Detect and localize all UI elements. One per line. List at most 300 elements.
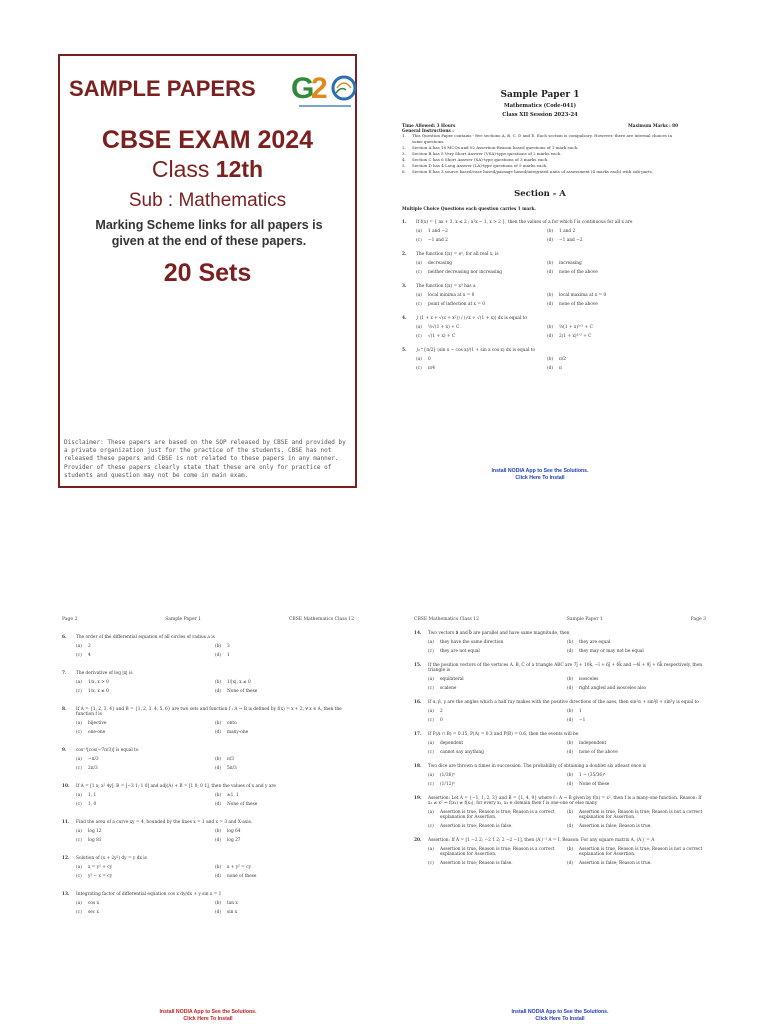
promo-line-1: Install NODIA App to See the Solutions. xyxy=(491,468,589,474)
option-key: (c) xyxy=(428,750,434,755)
answer-options xyxy=(428,677,706,691)
cover-sets: 20 Sets xyxy=(163,259,252,287)
question-stem xyxy=(62,856,354,861)
question-item xyxy=(62,635,354,658)
answer-option xyxy=(215,838,354,843)
answer-option xyxy=(76,829,215,834)
option-text: local minima at x = 0 xyxy=(428,293,475,298)
option-key: (c) xyxy=(428,861,434,866)
question-stem xyxy=(414,663,706,673)
question-text: Two vectors a⃗ and b⃗ are parallel and have same magnitude, then xyxy=(428,631,570,636)
question-number: 18. xyxy=(414,764,422,769)
option-text: 0 xyxy=(428,357,431,362)
svg-text:2: 2 xyxy=(311,72,328,105)
option-text: ⅔(1 + x)³ᐟ² + C xyxy=(559,325,593,330)
cover-subject: Sub : Mathematics xyxy=(128,190,287,211)
question-text: The order of the differential equation of all circles of radius a is xyxy=(76,635,215,640)
answer-option xyxy=(567,861,706,866)
question-number: 7. xyxy=(62,671,67,676)
question-text: ∫₀^{π/2} (sin x − cos x)/(1 + sin x cos x) dx is equal to xyxy=(416,348,536,353)
page-number: Page 2 xyxy=(62,617,78,622)
answer-option xyxy=(215,874,354,879)
option-key: (d) xyxy=(215,653,222,658)
option-text: none of the above xyxy=(559,270,598,275)
option-key: (a) xyxy=(428,709,434,714)
question-number: 12. xyxy=(62,856,70,861)
option-text: tan x xyxy=(227,901,238,906)
answer-option xyxy=(76,838,215,843)
option-key: (c) xyxy=(416,270,422,275)
answer-option xyxy=(428,640,567,645)
instruction-number: 1. xyxy=(402,133,406,138)
option-key: (a) xyxy=(76,829,82,834)
option-text: 1/x, x ≠ 0 xyxy=(88,689,109,694)
instruction-number: 6. xyxy=(402,169,406,174)
answer-option xyxy=(215,829,354,834)
option-key: (a) xyxy=(416,293,422,298)
answer-option xyxy=(547,334,678,339)
question-number: 16. xyxy=(414,700,422,705)
answer-options xyxy=(416,357,678,371)
option-key: (a) xyxy=(428,810,434,815)
question-text: Solution of (x + 2y²) dy = y dx is xyxy=(76,856,147,861)
svg-text:G: G xyxy=(291,72,315,105)
option-key: (a) xyxy=(416,357,422,362)
option-key: (b) xyxy=(215,793,222,798)
question-item xyxy=(402,348,678,371)
answer-options xyxy=(76,865,354,879)
option-key: (d) xyxy=(215,730,222,735)
question-number: 15. xyxy=(414,663,422,668)
answer-options xyxy=(76,793,354,807)
answer-options xyxy=(416,261,678,275)
answer-option xyxy=(428,677,567,682)
answer-option xyxy=(76,910,215,915)
answer-option xyxy=(76,766,215,771)
question-item xyxy=(414,663,706,691)
question-stem xyxy=(62,707,354,717)
question-stem xyxy=(414,796,706,806)
question-list xyxy=(414,631,706,866)
question-text: If the position vectors of the vertices A, B, C of a triangle ABC are 7ĵ + 10k̂, −î + 6ĵ + 6k̂ and −4î + 9ĵ + 6k̂ respectively, then triangle is xyxy=(428,663,703,673)
option-key: (c) xyxy=(428,718,434,723)
answer-option xyxy=(547,261,678,266)
option-key: (a) xyxy=(76,901,82,906)
question-item xyxy=(62,856,354,879)
option-key: (d) xyxy=(215,766,222,771)
option-text: equilateral xyxy=(440,677,464,682)
answer-option xyxy=(215,910,354,915)
answer-options xyxy=(428,640,706,654)
question-item xyxy=(62,671,354,694)
answer-option xyxy=(428,709,567,714)
option-key: (d) xyxy=(567,686,574,691)
option-key: (b) xyxy=(567,810,574,815)
option-text: increasing xyxy=(559,261,582,266)
answer-option xyxy=(567,640,706,645)
option-key: (a) xyxy=(416,325,422,330)
question-number: 6. xyxy=(62,635,67,640)
option-text: Assertion is true, Reason is true; Reason is not a correct explanation for Assertion. xyxy=(579,810,703,820)
option-text: none of the above xyxy=(579,750,618,755)
option-key: (d) xyxy=(567,782,574,787)
instruction-text: Section E has 3 source based/case based/passage based/integrated units of assessment (4 marks each) with sub-parts. xyxy=(412,169,654,174)
answer-options xyxy=(416,293,678,307)
option-key: (b) xyxy=(215,721,222,726)
option-text: 0 xyxy=(440,718,443,723)
answer-option xyxy=(76,721,215,726)
promo-line-2: Click Here To Install xyxy=(183,1015,233,1022)
sample-paper-page-3 xyxy=(414,617,706,1024)
question-number: 8. xyxy=(62,707,67,712)
option-key: (a) xyxy=(428,741,434,746)
section-a-heading: Section - A xyxy=(514,189,566,199)
instruction-text: This Question Paper contains - five sections A, B, C, D and E. Each section is compulsory. However, there are internal choices in some questions. xyxy=(412,133,673,144)
g20-logo-icon xyxy=(289,66,361,110)
cover-disclaimer: Disclaimer: These papers are based on the SQP released by CBSE and provided by a private organization just for the practice of the students. CBSE has not released these papers and CBSE is not related to these papers in any manner. Provider of these papers clearly state that these are only for practice of students and question may not be come in main exam. xyxy=(64,439,346,479)
answer-option xyxy=(416,229,547,234)
option-key: (b) xyxy=(567,741,574,746)
option-text: 3 xyxy=(227,644,230,649)
option-key: (b) xyxy=(215,901,222,906)
question-stem xyxy=(402,348,678,353)
cover-page xyxy=(58,54,357,488)
install-app-link[interactable] xyxy=(402,468,678,481)
option-key: (d) xyxy=(547,238,554,243)
question-stem xyxy=(62,635,354,640)
header-subject: CBSE Mathematics Class 12 xyxy=(414,617,480,622)
option-key: (a) xyxy=(76,865,82,870)
option-key: (a) xyxy=(416,229,422,234)
question-stem xyxy=(414,838,706,843)
answer-option xyxy=(76,874,215,879)
instructions-heading: General Instructions : xyxy=(402,128,454,133)
question-number: 3. xyxy=(402,284,407,289)
option-text: √(1 + x) + C xyxy=(428,334,456,339)
answer-option xyxy=(567,741,706,746)
option-key: (c) xyxy=(76,838,82,843)
question-list xyxy=(402,220,678,371)
question-stem xyxy=(62,820,354,825)
answer-option xyxy=(76,802,215,807)
running-header xyxy=(62,617,354,622)
option-text: 2 xyxy=(88,644,91,649)
answer-option xyxy=(416,261,547,266)
option-key: (c) xyxy=(416,302,422,307)
option-text: y² − x = cy xyxy=(88,874,113,879)
answer-option xyxy=(547,366,678,371)
answer-options xyxy=(76,757,354,771)
answer-option xyxy=(567,810,706,820)
option-text: dependent xyxy=(440,741,464,746)
instruction-number: 4. xyxy=(402,157,406,162)
question-item xyxy=(402,284,678,307)
answer-option xyxy=(567,750,706,755)
answer-option xyxy=(76,644,215,649)
option-key: (d) xyxy=(547,366,554,371)
option-text: (1/36)ⁿ xyxy=(440,773,455,778)
answer-option xyxy=(567,824,706,829)
option-text: many-one xyxy=(227,730,249,735)
question-text: Assertion: Let A = {−1, 1, 2, 3} and B = {1, 4, 9} where f : A → B given by f(x) = x², then f is a many-one function. Reason: If x₁ ≠ x² ⇒ f(x₁) ≠ f(x₂), for every x₁, x₂ ∈ domain then f is one-one or else many xyxy=(428,796,702,806)
question-stem xyxy=(402,252,678,257)
option-text: 1, 1 xyxy=(88,793,97,798)
question-text: If α, β, γ are the angles which a half ray makes with the positive directions of the axes, then sin²α + sin²β + sin²γ is equal to xyxy=(428,700,699,705)
option-text: π/4 xyxy=(428,366,436,371)
promo-line-2: Click Here To Install xyxy=(515,474,565,481)
option-key: (b) xyxy=(567,640,574,645)
option-text: π/2 xyxy=(559,357,567,362)
question-number: 17. xyxy=(414,732,422,737)
answer-option xyxy=(428,649,567,654)
question-text: ∫ (1 + x + √(x + x²)) / (√x + √(1 + x)) dx is equal to xyxy=(416,316,527,321)
cover-brand: SAMPLE PAPERS xyxy=(69,76,256,101)
option-key: (d) xyxy=(215,689,222,694)
option-text: Assertion is true, Reason is true; Reason is a correct explanation for Assertion. xyxy=(440,847,555,857)
option-text: 4 xyxy=(88,653,91,658)
option-text: 2(1 + x)³ᐟ² + C xyxy=(559,334,592,339)
option-text: Assertion is false; Reason is true. xyxy=(579,824,652,829)
option-text: ±1, 1 xyxy=(227,793,239,798)
option-key: (a) xyxy=(76,644,82,649)
cover-marking-note: Marking Scheme links for all papers is given at the end of these papers. xyxy=(95,218,323,248)
option-text: Assertion is true, Reason is true; Reason is not a correct explanation for Assertion. xyxy=(579,847,703,857)
question-stem xyxy=(62,748,354,753)
option-key: (b) xyxy=(215,757,222,762)
option-key: (b) xyxy=(215,680,222,685)
question-number: 11. xyxy=(62,820,70,825)
option-key: (d) xyxy=(567,718,574,723)
answer-option xyxy=(215,901,354,906)
option-text: −1 xyxy=(579,718,586,723)
cover-class-prefix: Class xyxy=(151,156,210,182)
option-text: none of the above xyxy=(559,302,598,307)
answer-option xyxy=(215,689,354,694)
option-text: cannot say anything xyxy=(440,750,484,755)
mcq-note: Multiple Choice Questions each question carries 1 mark. xyxy=(402,206,536,211)
answer-option xyxy=(428,847,567,857)
option-key: (b) xyxy=(215,865,222,870)
question-number: 10. xyxy=(62,784,70,789)
answer-options xyxy=(428,709,706,723)
question-item xyxy=(62,707,354,735)
question-item xyxy=(62,748,354,771)
option-key: (b) xyxy=(215,644,222,649)
header-subject: CBSE Mathematics Class 12 xyxy=(288,617,354,622)
answer-option xyxy=(547,325,678,330)
option-text: cos x xyxy=(88,901,99,906)
answer-options xyxy=(76,680,354,694)
answer-option xyxy=(215,793,354,798)
answer-options xyxy=(428,741,706,755)
option-text: they may or may not be equal xyxy=(579,649,644,654)
answer-options xyxy=(428,810,706,829)
question-text: Assertion: If A = [1 −2 2; −2 1 2; 2 −2 −1], then (A′)⁻¹ A = I. Reason: For any square matrix A, (A′)′ = A xyxy=(428,838,655,843)
question-text: If A = {1, 2, 3, 4} and B = {1, 2, 3, 4, 5, 6} are two sets and function f : A → B is defined by f(x) = x + 2, ∀ x ∈ A, then the function f is xyxy=(76,707,342,717)
question-text: If P(A ∩ B) = 0.15, P(A) = 0.3 and P(B) = 0.6, then the events will be xyxy=(428,732,579,737)
option-text: point of inflection at x = 0 xyxy=(428,302,486,307)
question-number: 19. xyxy=(414,796,422,801)
question-text: If A = [1 x; x² 4y], B = [−3 1; 1 0] and adj(A) + B = [1 0; 0 1], then the values of x and y are xyxy=(76,784,276,789)
question-text: The derivative of log |x| is xyxy=(76,671,133,676)
promo-line-1: Install NODIA App to See the Solutions. xyxy=(159,1009,257,1015)
option-text: log 81 xyxy=(88,838,102,843)
instruction-item xyxy=(402,133,678,145)
question-stem xyxy=(414,700,706,705)
install-app-link[interactable] xyxy=(62,1009,354,1022)
answer-option xyxy=(416,325,547,330)
question-item xyxy=(402,252,678,275)
answer-option xyxy=(76,653,215,658)
question-text: Integrating factor of differential equation cos x dy/dx + y sin x = 1 xyxy=(76,892,222,897)
question-stem xyxy=(414,732,706,737)
option-key: (b) xyxy=(567,677,574,682)
answer-options xyxy=(76,901,354,915)
option-text: Assertion is true, Reason is true; Reason is a correct explanation for Assertion. xyxy=(440,810,555,820)
question-stem xyxy=(62,671,354,676)
answer-option xyxy=(428,750,567,755)
instruction-text: Section D has 4 Long Answer (LA)-type questions of 5 marks each. xyxy=(412,163,548,168)
option-key: (c) xyxy=(76,802,82,807)
answer-options xyxy=(428,773,706,787)
option-text: 1/|x|, x ≠ 0 xyxy=(227,680,251,685)
maximum-marks: Maximum Marks : 80 xyxy=(628,123,678,128)
instruction-text: Section A has 18 MCQs and 02 Assertion-Reason based questions of 1 mark each. xyxy=(412,145,579,150)
answer-option xyxy=(428,773,567,778)
question-stem xyxy=(402,284,678,289)
option-text: None of these xyxy=(227,802,258,807)
answer-option xyxy=(76,680,215,685)
answer-option xyxy=(428,824,567,829)
question-item xyxy=(414,631,706,654)
sample-paper-page-1 xyxy=(402,90,678,490)
option-text: x = y² + cy xyxy=(88,865,113,870)
instruction-number: 3. xyxy=(402,151,406,156)
instruction-number: 2. xyxy=(402,145,406,150)
question-number: 14. xyxy=(414,631,422,636)
paper-session: Class XII Session 2023-24 xyxy=(502,112,578,118)
option-text: none of these xyxy=(227,874,257,879)
question-item xyxy=(414,764,706,787)
answer-option xyxy=(547,229,678,234)
option-text: bijective xyxy=(88,721,107,726)
question-item xyxy=(62,820,354,843)
answer-option xyxy=(215,730,354,735)
option-key: (b) xyxy=(547,325,554,330)
option-key: (d) xyxy=(567,824,574,829)
option-key: (c) xyxy=(416,238,422,243)
option-text: 1, 0 xyxy=(88,802,97,807)
option-text: x + y² = cy xyxy=(227,865,252,870)
cover-header xyxy=(69,66,349,110)
page-number: Page 3 xyxy=(690,617,706,622)
option-key: (c) xyxy=(76,730,82,735)
install-app-link[interactable] xyxy=(414,1009,706,1022)
paper-title: Sample Paper 1 xyxy=(500,90,580,100)
answer-option xyxy=(76,793,215,798)
option-text: −π/3 xyxy=(88,757,99,762)
question-list xyxy=(62,635,354,915)
option-text: local maxima at x = 0 xyxy=(559,293,607,298)
option-text: log 12 xyxy=(88,829,102,834)
answer-option xyxy=(416,334,547,339)
option-text: 5π/3 xyxy=(227,766,237,771)
question-text: The function f(x) = x³ has a xyxy=(416,284,476,289)
header-paper-title: Sample Paper 1 xyxy=(165,617,202,622)
answer-option xyxy=(547,238,678,243)
answer-option xyxy=(76,757,215,762)
option-text: 2 xyxy=(440,709,443,714)
option-text: log 27 xyxy=(227,838,241,843)
option-text: None of these xyxy=(227,689,258,694)
option-text: one-one xyxy=(88,730,106,735)
answer-option xyxy=(428,718,567,723)
answer-option xyxy=(416,270,547,275)
answer-options xyxy=(428,847,706,866)
answer-option xyxy=(76,901,215,906)
option-text: onto xyxy=(227,721,237,726)
option-text: they are equal xyxy=(579,640,611,645)
option-key: (a) xyxy=(76,793,82,798)
option-key: (b) xyxy=(547,357,554,362)
option-key: (a) xyxy=(76,721,82,726)
option-key: (a) xyxy=(428,677,434,682)
running-header xyxy=(414,617,706,622)
option-key: (b) xyxy=(567,709,574,714)
option-text: −1 and 2 xyxy=(428,238,448,243)
question-number: 13. xyxy=(62,892,70,897)
sample-paper-page-2 xyxy=(62,617,354,1024)
answer-option xyxy=(215,653,354,658)
instructions-list xyxy=(402,133,678,175)
instruction-item xyxy=(402,169,678,175)
answer-option xyxy=(215,680,354,685)
option-key: (a) xyxy=(76,680,82,685)
question-item xyxy=(62,892,354,915)
option-key: (d) xyxy=(215,802,222,807)
option-text: right angled and isosceles also xyxy=(579,686,647,691)
option-text: decreasing xyxy=(428,261,452,266)
answer-option xyxy=(547,270,678,275)
option-text: ½√(1 + x) + C xyxy=(428,325,460,330)
option-text: None of these xyxy=(579,782,610,787)
option-text: log 64 xyxy=(227,829,241,834)
answer-option xyxy=(416,293,547,298)
option-key: (c) xyxy=(428,686,434,691)
option-key: (a) xyxy=(416,261,422,266)
cover-class xyxy=(60,156,355,183)
answer-option xyxy=(428,782,567,787)
question-stem xyxy=(414,631,706,636)
answer-option xyxy=(567,686,706,691)
answer-option xyxy=(416,302,547,307)
option-key: (d) xyxy=(547,270,554,275)
option-key: (a) xyxy=(76,757,82,762)
question-stem xyxy=(62,892,354,897)
option-key: (d) xyxy=(215,874,222,879)
option-key: (b) xyxy=(567,773,574,778)
option-text: sin x xyxy=(227,910,238,915)
answer-option xyxy=(215,865,354,870)
paper-subject-code: Mathematics (Code-041) xyxy=(503,103,577,109)
cover-exam-title: CBSE EXAM 2024 xyxy=(101,126,314,154)
question-item xyxy=(414,732,706,755)
answer-option xyxy=(416,366,547,371)
answer-option xyxy=(567,847,706,857)
option-key: (c) xyxy=(76,874,82,879)
question-item xyxy=(414,700,706,723)
option-text: Assertion is false; Reason is true. xyxy=(579,861,652,866)
